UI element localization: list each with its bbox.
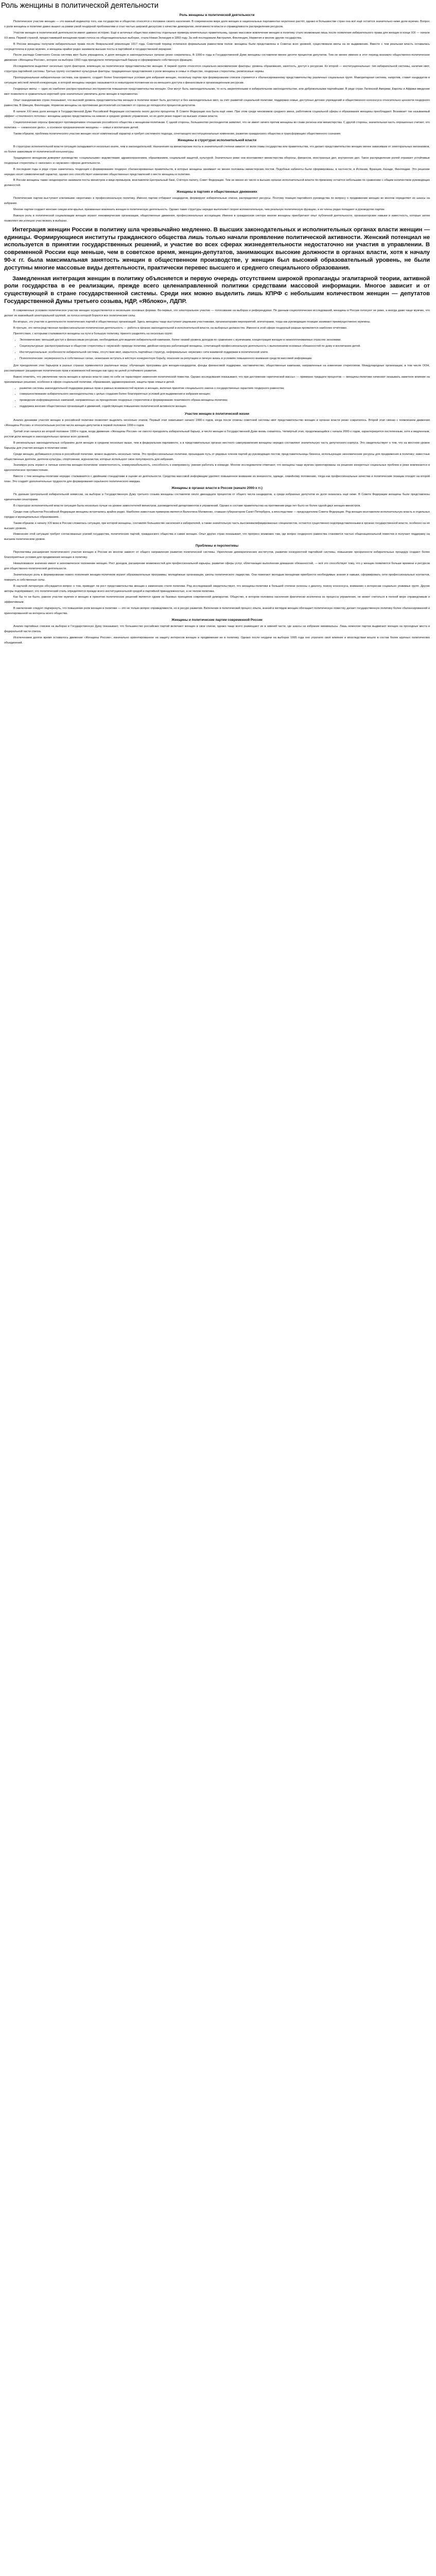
list-item: • проведение информационных кампаний, направленных на преодоление гендерных стереотипов и формирование позитивного образа женщины-политика; xyxy=(20,398,430,403)
list-item: • поддержка женских общественных организаций и движений, содействующих повышению политической активности женщин. xyxy=(20,404,430,410)
paragraph: Для преодоления этих барьеров в разных странах применяются различные меры: обучающие программы для женщин-кандидатов, фонды финансовой поддержки, наставничество, общественные кампании, направленные на изменение стереотипов. Международные организации, в том числе ООН, рассматривают расширение политических прав и возможностей женщин как одну из целей устойчивого развития. xyxy=(4,364,430,372)
list-item: • Экономические: меньший доступ к финансовым ресурсам, необходимым для ведения избирательной кампании, более низкий уровень доходов по сравнению с мужчинами, концентрация женщин в низкооплачиваемых отраслях экономики. xyxy=(20,338,430,343)
section-heading: Роль женщины в политической деятельности xyxy=(179,13,255,17)
paragraph: В России женщины получили избирательные права после Февральской революции 1917 года. Советский период отличался формальным равенством полов: женщины были представлены в Советах всех уровней, существовали квоты на их выдвижение. Вместе с тем реальная власть оставалась сосредоточена в руках мужчин, и женщины крайне редко занимали высшие посты в партийной и государственной иерархии. xyxy=(4,42,430,51)
paragraph: Политическое участие женщин — это важный индикатор того, как государство и общество относятся к половине своего населения. В современном мире доля женщин в национальных парламентах неуклонно растёт, однако в большинстве стран она всё ещё остаётся значительно ниже доли мужчин. Вопрос о роли женщины в политике давно вышел за рамки узкой гендерной проблематики и стал частью широкой дискуссии о качестве демократии, легитимности власти и справедливости распределения ресурсов. xyxy=(4,20,430,28)
paragraph: Вместе с тем женщины-политики нередко сталкиваются с двойными стандартами в оценке их деятельности. Средства массовой информации уделяют повышенное внимание их внешности, одежде, семейному положению, тогда как профессиональные качества и политические позиции отходят на второй план. Это создаёт дополнительные трудности для формирования серьёзного политического имиджа. xyxy=(4,475,430,484)
list-item: • Институциональные: особенности избирательной системы, отсутствие квот, закрытость партийных структур, неформальные «мужские» сети взаимной поддержки в политической элите. xyxy=(20,350,430,355)
emphasized-paragraph: Интеграция женщин России в политику шла чрезвычайно медленно. В высших законодательных и исполнительных органах власти женщин — единицы. Формирующиеся институты гражданского общества лишь только начали проявление политической активности. Женский потенциал не используется в принятии государственных решений, и участие во всех сферах жизнедеятельности недостаточно ни участия в управлении. В современной России еще меньше, чем в советское время, женщин-депутатов, занимающих высокие должности в органах власти, хотя к началу 90-х гг. была максимальная занятость женщин в общественном производстве, у женщин был высокий образовательный уровень, не были доступны многие массовые виды деятельности, практически перевес высшего и среднего специального образования. xyxy=(4,226,430,271)
paragraph: Пропорциональная избирательная система, как правило, создаёт более благоприятные условия для избрания женщин, поскольку партии при формировании списков стремятся к сбалансированному представительству различных социальных групп. Мажоритарная система, напротив, ставит кандидатов в ситуацию жёсткой личной конкуренции, в которой женщины нередко оказываются в невыгодном положении из-за меньшего доступа к финансовым и организационным ресурсам. xyxy=(4,76,430,84)
paragraph: Во-вторых, это участие в деятельности политических партий и общественных организаций. Здесь женщины чаще выступают рядовыми участниками, организаторами мероприятий, агитаторами, тогда как руководящие позиции занимают преимущественно мужчины. xyxy=(13,320,371,324)
paragraph: Традиционно женщинам доверяют руководство «социальными» ведомствами: здравоохранением, образованием, социальной защитой, культурой. Значительно реже они возглавляют министерства обороны, финансов, иностранных дел, внутренних дел. Такое распределение ролей отражает устойчивые гендерные стереотипы о «женских» и «мужских» сферах деятельности. xyxy=(4,156,430,165)
list-item: • Психологические: неуверенность в собственных силах, нежелание вступать в жёсткую конкурентную борьбу, опасения за репутацию и личную жизнь в условиях повышенного внимания средств массовой информации. xyxy=(20,357,430,362)
paragraph: Перспективы расширения политического участия женщин в России во многом зависят от общего направления развития политической системы. Укрепление демократических институтов, развитие конкурентной партийной системы, повышение прозрачности избирательных процедур создают более благоприятные условия для продвижения женщин в политику. xyxy=(4,551,430,560)
article-body xyxy=(0,13,436,646)
paragraph: Исследователи выделяют несколько групп факторов, влияющих на политическое представительство женщин. К первой группе относятся социально-экономические факторы: уровень образования, занятость, доступ к ресурсам. Ко второй — институциональные: тип избирательной системы, наличие квот, структура партийной системы. Третью группу составляют культурные факторы: традиционные представления о роли женщины в семье и обществе, гендерные стереотипы, религиозные нормы. xyxy=(4,65,430,74)
paragraph: Важно отметить, что увеличение числа женщин в органах власти само по себе не гарантирует изменения политической повестки. Однако исследования показывают, что при достижении «критической массы» — примерно тридцати процентов — женщины-политики начинают оказывать заметное влияние на принимаемые решения, особенно в сфере социальной политики, образования, здравоохранения, защиты прав семьи и детей. xyxy=(4,375,430,384)
paragraph: Важную роль в политической социализации женщин играют некоммерческие организации, общественные движения, профессиональные ассоциации. Именно в гражданском секторе многие женщины приобретают опыт публичной деятельности, организаторские навыки и известность, которые затем позволяют им успешно участвовать в выборах. xyxy=(4,214,430,223)
paragraph: В-третьих, это непосредственная профессиональная политическая деятельность — работа в органах законодательной и исполнительной власти, на выборных должностях. Именно в этой сфере гендерный разрыв проявляется наиболее отчётливо. xyxy=(13,326,347,330)
paragraph: Многие партии создают женские секции или крылья, призванные вовлекать женщин в политическую деятельность. Однако такие структуры нередко выполняют скорее вспомогательную, чем реальную политическую функцию, и их члены редко попадают в руководство партии. xyxy=(13,208,386,212)
paragraph: Социологические опросы фиксируют противоречивое отношение российского общества к женщинам-политикам. С одной стороны, большинство респондентов заявляет, что не имеет ничего против женщины во главе региона или министерства. С другой стороны, значительная часть опрошенных считает, что политика — «неженское дело», а основное предназначение женщины — семья и воспитание детей. xyxy=(4,121,430,130)
paragraph: Таким образом, к началу XXI века в России сложилась ситуация, при которой женщины, составляя большинство населения и избирателей, а также значительную часть высококвалифицированных специалистов, остаются существенно недопредставленными в органах государственной власти, особенно на её высших уровнях. xyxy=(4,521,430,530)
paragraph: Препятствия, с которыми сталкиваются женщины на пути в большую политику, принято разделять на несколько групп: xyxy=(13,332,173,336)
paragraph: Значимую роль играют и личные качества женщин-политиков: компетентность, коммуникабельность, способность к компромиссу, умение работать в команде. Многие исследователи отмечают, что женщины чаще мужчин ориентированы на решение конкретных социальных проблем и реже вовлекаются в идеологическое противостояние. xyxy=(4,464,430,472)
paragraph: В последние годы в ряде стран наметилась тенденция к формированию гендерно сбалансированных правительств, в которых женщины занимают не менее половины министерских постов. Подобные кабинеты были сформированы, в частности, в Испании, Франции, Канаде, Финляндии. Это решение нередко носит символический характер, однако оно способствует изменению общественных представлений о месте женщины в политике. xyxy=(4,167,430,176)
paragraph: По данным Центральной избирательной комиссии, на выборах в Государственную Думу третьего созыва женщины составляли около двенадцати процентов от общего числа кандидатов, а среди избранных депутатов их доля оказалась ещё ниже. В Совете Федерации женщины были представлены единичными сенаторами. xyxy=(4,493,430,501)
section-heading: Женщины в органах власти в России (начало 2000-х гг.) xyxy=(171,486,263,490)
section-heading: Участие женщин в политической жизни xyxy=(184,412,250,416)
list-item: • Социокультурные: распространённые в обществе стереотипы о «мужской» природе политики, двойная нагрузка работающей женщины, сочетающей профессиональную деятельность с выполнением основных обязанностей по дому и воспитанию детей. xyxy=(20,344,430,349)
section-heading: Женщины и политические партии современной России xyxy=(171,618,263,622)
paragraph: После распада Советского Союза система квот была упразднена, и доля женщин в законодательных органах резко сократилась. В 1990-е годы в Государственной Думе женщины составляли менее десяти процентов депутатов. Тем не менее именно в этот период возникло общественно-политическое движение «Женщины России», которое на выборах 1993 года преодолело пятипроцентный барьер и сформировало собственную фракцию. xyxy=(4,54,430,62)
paragraph: Третий этап начался во второй половине 1990-х годов, когда движение «Женщины России» не смогло преодолеть избирательный барьер, и число женщин в Государственной Думе вновь снизилось. Четвёртый этап, продолжающийся с начала 2000-х годов, характеризуется постепенным, хотя и медленным, ростом доли женщин в законодательных органах всех уровней. xyxy=(4,430,430,438)
paragraph: Таким образом, проблема политического участия женщин носит комплексный характер и требует системного подхода, сочетающего институциональные изменения, развитие гражданского общества и трансформацию общественного сознания. xyxy=(13,132,341,136)
paragraph: В современных условиях политическое участие женщин осуществляется в нескольких основных формах. Во-первых, это электоральное участие — голосование на выборах и референдумах. По данным социологических исследований, женщины в России голосуют не реже, а иногда даже чаще мужчин, что делает их важнейшей электоральной группой, за голоса которой борются все политические силы. xyxy=(4,309,430,317)
section-heading: Проблемы и перспективы xyxy=(195,544,239,548)
paragraph: Опыт скандинавских стран показывает, что высокий уровень представительства женщин в политике может быть достигнут и без законодательных квот, за счёт развитой социальной политики, поддержки семьи, доступных детских учреждений и общественного консенсуса относительно ценности гендерного равенства. В Швеции, Финляндии, Норвегии женщины на протяжении десятилетий составляют от сорока до пятидесяти процентов депутатов. xyxy=(4,98,430,107)
paragraph: Как бы то ни было, равное участие мужчин и женщин в принятии политических решений является одним из базовых принципов современной демократии. Общество, в котором половина населения фактически исключена из процесса управления, не может считаться в полной мере справедливым и эффективным. xyxy=(4,596,430,604)
paragraph: Политические партии выступают ключевыми «воротами» в профессиональную политику. Именно партии отбирают кандидатов, формируют избирательные списки, распределяют ресурсы. Поэтому позиция партийного руководства по вопросу о продвижении женщин во многом определяет их шансы на избрание. xyxy=(4,197,430,206)
section-heading: Женщины в структурах исполнительной власти xyxy=(177,139,257,143)
section-heading: Женщины в партиях и общественных движениях xyxy=(177,190,257,194)
paragraph: В региональных законодательных собраниях доля женщин в среднем несколько выше, чем в федеральном парламенте, а в представительных органах местного самоуправления женщины нередко составляют значительную часть депутатского корпуса. Это свидетельствует о том, что на местном уровне барьеры для участия женщин в политике ниже. xyxy=(4,441,430,450)
paragraph: Немаловажное значение имеет и экономическое положение женщин. Рост доходов, расширение возможностей для профессиональной карьеры, развитие сферы услуг, облегчающих выполнение домашних обязанностей, — всё это способствует тому, что у женщин появляется больше времени и ресурсов для общественно-политической деятельности. xyxy=(4,562,430,570)
paragraph: Участие женщин в политической деятельности имеет давнюю историю. Ещё в античных обществах известны отдельные примеры влиятельных правительниц, однако массовое вовлечение женщин в политику стало возможным лишь после появления избирательного права для женщин в конце XIX — начале XX века. Первой страной, предоставившей женщинам право голоса на общенациональных выборах, стала Новая Зеландия в 1893 году. За ней последовали Австралия, Финляндия, Норвегия и многие другие государства. xyxy=(4,31,430,40)
paragraph: В начале XXI века доля женщин в Государственной Думе Российской Федерации составляла около десяти процентов. В Совете Федерации она была ещё ниже. При этом среди чиновников среднего звена, работников социальной сферы и образования женщины преобладают. Возникает так называемый эффект «стеклянного потолка»: женщины широко представлены на нижних и средних уровнях управления, но их доля резко падает на высших этажах власти. xyxy=(4,110,430,118)
paragraph: В заключение следует подчеркнуть, что повышение роли женщин в политике — это не только вопрос справедливости, но и ресурс развития. Включение в политический процесс опыта, знаний и взглядов женщин обогащает политическую повестку, делает государственную политику более сбалансированной и ориентированной на интересы всего общества. xyxy=(4,607,430,616)
page-title: Роль женщины в политической деятельности xyxy=(1,2,159,10)
paragraph: Среди глав субъектов Российской Федерации женщины встречались крайне редко. Наиболее известным примером является Валентина Матвиенко, ставшая губернатором Санкт-Петербурга, а впоследствии — председателем Совета Федерации. Ряд женщин возглавляли исполнительную власть в отдельных городах и муниципальных образованиях. xyxy=(4,510,430,519)
barriers-list xyxy=(4,338,430,362)
measures-list xyxy=(4,386,430,410)
paragraph: Анализ партийных списков на выборах в Государственную Думу показывает, что большинство российских партий включают женщин в свои списки, однако чаще всего размещают их в нижней части, где шансы на избрание минимальны. Лишь немногие партии выдвигают женщин на проходные места в федеральной части списка. xyxy=(4,625,430,633)
list-item: • развитие системы законодательной поддержки равных прав и равных возможностей мужчин и женщин, включая принятие специального закона о государственных гарантиях гендерного равенства; xyxy=(20,386,430,392)
paragraph: Анализ динамики участия женщин в российской политике позволяет выделить несколько этапов. Первый этап охватывает начало 1990-х годов, когда после отмены советской системы квот представительство женщин в органах власти резко сократилось. Второй этап связан с появлением движения «Женщины России» и относительным ростом числа женщин-депутатов в первой половине 1990-х годов. xyxy=(4,419,430,428)
paragraph: Гендерные квоты — один из наиболее распространённых инструментов повышения представительства женщин. Они могут быть законодательными, то есть закреплёнными в избирательном законодательстве, или добровольными партийными. В ряде стран Латинской Америки, Европы и Африки введение квот позволило в сравнительно короткий срок значительно увеличить долю женщин в парламентах. xyxy=(4,87,430,96)
paragraph: Изменение этой ситуации требует согласованных усилий государства, политических партий, гражданского общества и самих женщин. Опыт других стран показывает, что прогресс возможен там, где вопрос гендерного равенства становится частью общенациональной повестки и получает поддержку на высшем политическом уровне. xyxy=(4,533,430,541)
list-item: • совершенствование избирательного законодательства с целью создания более благоприятных условий для выдвижения и избрания женщин; xyxy=(20,392,430,397)
paragraph: Исключением долгое время оставалось движение «Женщины России», изначально ориентированное на защиту интересов женщин и продвижение их в политику. Однако после неудачи на выборах 1995 года оно утратило своё влияние и впоследствии вошло в состав более крупных политических объединений. xyxy=(4,636,430,645)
paragraph: Значительную роль в формировании нового поколения женщин-политиков играют образовательные программы, молодёжные организации, школы политического лидерства. Они помогают молодым женщинам приобрести необходимые знания и навыки, сформировать сети профессиональных контактов, поверить в собственные силы. xyxy=(4,573,430,582)
emphasized-paragraph: Замедленная интеграция женщин в политику объясняется и первую очередь отсутствием широкой пропаганды эгалитарной теории, активной роли государства в ее реализации, прежде всего целенаправленной политики средствами массовой информации. Многое зависит и от существующей в стране государственной системы. Среди них можно выделить лишь КПРФ с небольшим количеством женщин — депутатов Государственной Думы третьего созыва, НДР, «Яблоко», ЛДПР. xyxy=(4,275,430,304)
paragraph: В России женщины также неоднократно занимали посты министров и вице-премьеров, возглавляли Центральный банк, Счётную палату, Совет Федерации. Тем не менее их число в высших органах исполнительной власти по-прежнему остаётся небольшим по сравнению с общим количеством руководящих должностей. xyxy=(4,179,430,188)
paragraph: В структурах исполнительной власти ситуация складывается несколько иначе, чем в законодательной. Назначения на министерские посты в значительной степени зависят от воли главы государства или правительства, что делает представительство женщин менее зависимым от электоральных механизмов, но более зависимым от политической конъюнктуры. xyxy=(4,145,430,154)
paragraph: Среди женщин, добившихся успеха в российской политике, можно выделить несколько типов. Это профессиональные политики, прошедшие путь от рядовых членов партий до руководящих постов; представительницы бизнеса, использующие экономические ресурсы для продвижения в политику; известные общественные деятели, деятели культуры, спортсменки, журналистки, которые используют свою популярность для избрания. xyxy=(4,452,430,461)
paragraph: В научной литературе обсуждается вопрос о том, приводит ли рост представительства женщин к изменению стиля политики. Ряд исследований свидетельствует, что женщины-политики в большей степени склонны к диалогу, поиску консенсуса, вниманию к интересам социально уязвимых групп. Другие авторы подчёркивают, что политический стиль определяется прежде всего институциональной средой и партийной принадлежностью, а не полом политика. xyxy=(4,584,430,593)
paragraph: В структурах исполнительной власти ситуация была несколько лучше на уровне заместителей министров, руководителей департаментов и управлений. Однако в составе правительства на протяжении ряда лет было не более одной-двух женщин-министров. xyxy=(13,504,361,507)
